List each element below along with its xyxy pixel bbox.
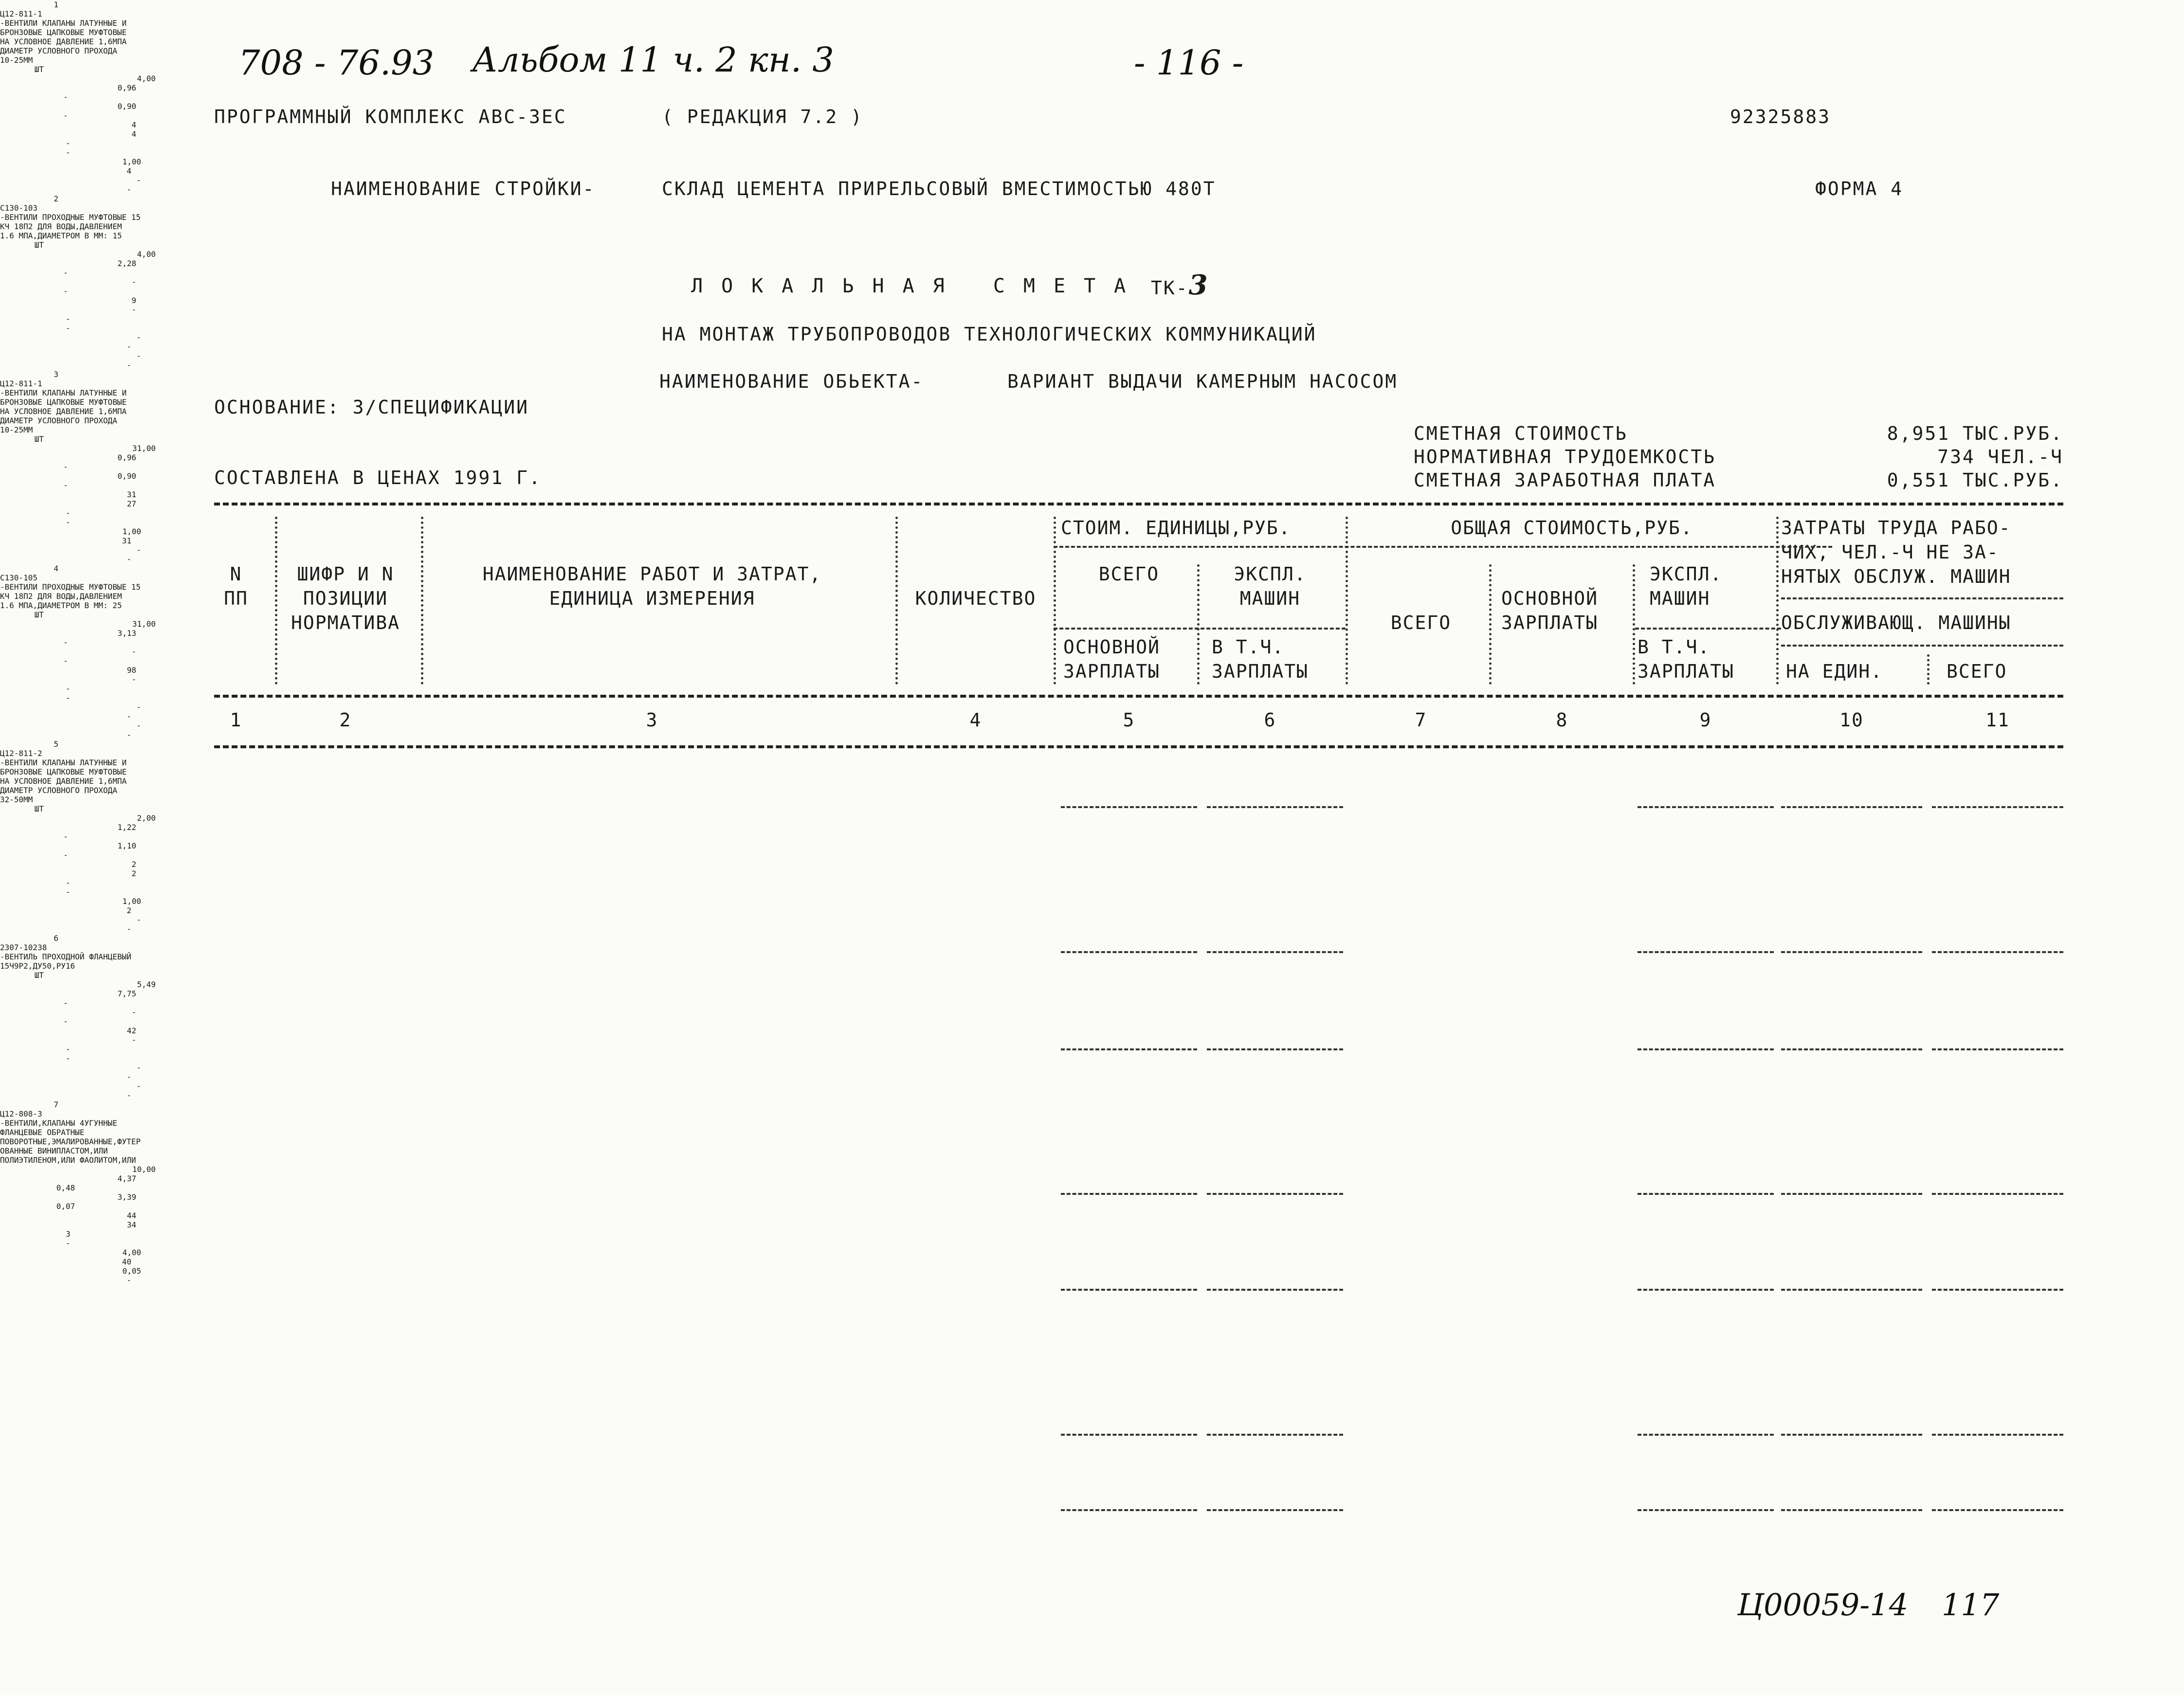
row-name-line: -ВЕНТИЛИ КЛАПАНЫ ЛАТУННЫЕ И <box>0 758 127 767</box>
header-col-number: N ПП <box>224 563 248 609</box>
row-name-line: ФЛАНЦЕВЫЕ ОБРАТНЫЕ <box>0 1128 85 1137</box>
row-rule-labor-total <box>1932 1193 2063 1195</box>
row-rule-labor-total <box>1932 1509 2063 1511</box>
row-labor-total: - <box>127 712 131 721</box>
row-quantity: 2,00 <box>137 813 156 823</box>
row-rule-labor-unit <box>1781 1289 1922 1291</box>
row-name-line: НА УСЛОВНОЕ ДАВЛЕНИЕ 1,6МПА <box>0 776 127 786</box>
row-total-incl-wage: - <box>66 1054 71 1063</box>
summary-values <box>1762 422 2063 492</box>
row-quantity: 4,00 <box>137 74 156 83</box>
summary-wage-label: СМЕТНАЯ ЗАРАБОТНАЯ ПЛАТА <box>1414 469 1716 491</box>
row-name-line: КЧ 18П2 ДЛЯ ВОДЫ,ДАВЛЕНИЕМ <box>0 592 122 601</box>
row-total-wage: - <box>131 1035 136 1045</box>
row-rule-total-machines <box>1638 951 1774 953</box>
row-total-all: 42 <box>127 1026 136 1035</box>
row-quantity: 5,49 <box>137 980 156 989</box>
summary-labels <box>1414 422 1716 492</box>
document-id: 92325883 <box>1730 106 1831 127</box>
row-labor-per-unit: 1,00 <box>122 157 141 166</box>
row-number: 5 <box>54 739 58 749</box>
row-labor-service-total: - <box>127 1091 131 1100</box>
row-labor-service-unit: - <box>136 176 141 185</box>
row-name-line: -ВЕНТИЛИ ПРОХОДНЫЕ МУФТОВЫЕ 15 <box>0 213 141 222</box>
row-labor-service-total: - <box>127 730 131 739</box>
row-rule-total-machines <box>1638 1289 1774 1291</box>
column-number-3: 3 <box>646 709 658 731</box>
row-unit-total: 0,96 <box>117 83 136 92</box>
header-labor: ЗАТРАТЫ ТРУДА РАБО- ЧИХ, ЧЕЛ.-Ч НЕ ЗА- НЯТЫХ ОБСЛУЖ. МАШИН <box>1781 517 2011 587</box>
form-label: ФОРМА 4 <box>1815 178 1904 199</box>
row-total-all: 44 <box>127 1211 136 1220</box>
row-labor-service-unit: - <box>136 545 141 555</box>
summary-wage-value: 0,551 ТЫС.РУБ. <box>1887 469 2063 491</box>
table-row <box>0 739 2184 934</box>
row-labor-per-unit: 4,00 <box>122 1248 141 1257</box>
header-labor-total: ВСЕГО <box>1947 661 2007 682</box>
summary-labor-value: 734 ЧЕЛ.-Ч <box>1937 446 2063 468</box>
row-rule-unit-machines <box>1207 1289 1343 1291</box>
header-unit-cost: СТОИМ. ЕДИНИЦЫ,РУБ. <box>1061 517 1291 539</box>
header-col-quantity: КОЛИЧЕСТВО <box>915 588 1037 609</box>
row-rule-total-machines <box>1638 1048 1774 1050</box>
row-rule-unit-total <box>1061 1509 1197 1511</box>
row-unit-total: 0,96 <box>117 453 136 462</box>
row-unit: ШТ <box>34 65 44 74</box>
row-total-machines: - <box>66 508 71 518</box>
row-total-all: 2 <box>131 860 136 869</box>
row-labor-total: 40 <box>122 1257 131 1266</box>
row-number: 1 <box>54 0 58 9</box>
header-labor-service: ОБСЛУЖИВАЮЩ. МАШИНЫ <box>1781 612 2011 633</box>
row-labor-per-unit: 1,00 <box>122 527 141 536</box>
row-rule-labor-unit <box>1781 1193 1922 1195</box>
column-number-10: 10 <box>1839 709 1864 731</box>
row-labor-total: 2 <box>127 906 131 915</box>
row-labor-service-unit: - <box>136 1082 141 1091</box>
row-total-wage: 27 <box>127 499 136 508</box>
title-code <box>1151 269 1208 301</box>
row-name-line: 10-25ММ <box>0 425 33 434</box>
column-number-4: 4 <box>969 709 982 731</box>
row-rule-labor-total <box>1932 951 2063 953</box>
row-rule-unit-machines <box>1207 1193 1343 1195</box>
row-unit: ШТ <box>34 434 44 444</box>
row-name-line: 1.6 МПА,ДИАМЕТРОМ В ММ: 15 <box>0 231 122 240</box>
row-labor-service-total: - <box>127 361 131 370</box>
row-total-all: 31 <box>127 490 136 499</box>
header-sep-9 <box>1776 517 1780 685</box>
row-name-line: КЧ 18П2 ДЛЯ ВОДЫ,ДАВЛЕНИЕМ <box>0 222 122 231</box>
row-labor-service-unit: 0,05 <box>122 1266 141 1276</box>
row-name-line: 1.6 МПА,ДИАМЕТРОМ В ММ: 25 <box>0 601 122 610</box>
row-name-line: -ВЕНТИЛИ ПРОХОДНЫЕ МУФТОВЫЕ 15 <box>0 582 141 592</box>
row-unit-total: 1,22 <box>117 823 136 832</box>
row-name-line: -ВЕНТИЛИ КЛАПАНЫ ЛАТУННЫЕ И <box>0 388 127 397</box>
row-name-line: ОВАННЫЕ ВИНИПЛАСТОМ,ИЛИ <box>0 1146 108 1155</box>
row-code: Ц12-811-1 <box>0 9 42 18</box>
row-code: Ц12-808-3 <box>0 1109 42 1118</box>
row-unit-wage: 1,10 <box>117 841 136 850</box>
object-value: ВАРИАНТ ВЫДАЧИ КАМЕРНЫМ НАСОСОМ <box>1007 371 1398 392</box>
row-total-incl-wage: - <box>66 148 71 157</box>
row-unit-incl-wage: - <box>63 481 68 490</box>
row-rule-unit-total <box>1061 1434 1197 1436</box>
row-labor-service-total: - <box>127 924 131 934</box>
table-row <box>0 1100 2184 1285</box>
row-number: 2 <box>54 194 58 203</box>
row-rule-labor-unit <box>1781 806 1922 808</box>
header-sep-5 <box>1197 564 1201 685</box>
row-labor-service-unit: - <box>136 915 141 924</box>
row-rule-labor-unit <box>1781 951 1922 953</box>
header-labor-per-unit: НА ЕДИН. <box>1786 661 1883 682</box>
row-name-line: БРОНЗОВЫЕ ЦАПКОВЫЕ МУФТОВЫЕ <box>0 28 127 37</box>
row-rule-unit-total <box>1061 1193 1197 1195</box>
table-row <box>0 934 2184 1100</box>
row-code: Ц12-811-2 <box>0 749 42 758</box>
row-unit-incl-wage: - <box>63 656 68 666</box>
row-unit-total: 2,28 <box>117 259 136 268</box>
row-total-wage: - <box>131 675 136 684</box>
row-total-wage: 34 <box>127 1220 136 1229</box>
row-labor-service-total: - <box>127 1276 131 1285</box>
column-numbers-rule <box>214 745 2063 748</box>
header-sep-1 <box>275 517 278 685</box>
construction-label: НАИМЕНОВАНИЕ СТРОЙКИ- <box>331 178 596 199</box>
row-quantity: 31,00 <box>132 619 156 629</box>
handwritten-album: Альбом 11 ч. 2 кн. 3 <box>472 40 834 80</box>
row-unit: ШТ <box>34 610 44 619</box>
row-labor-total: - <box>127 1072 131 1082</box>
row-rule-unit-machines <box>1207 1434 1343 1436</box>
row-total-all: 9 <box>131 296 136 305</box>
row-unit-wage: 0,90 <box>117 471 136 481</box>
summary-cost-value: 8,951 ТЫС.РУБ. <box>1887 423 2063 444</box>
row-labor-service-unit: - <box>136 351 141 361</box>
row-name-line: 32-50ММ <box>0 795 33 804</box>
row-rule-unit-total <box>1061 806 1197 808</box>
header-unit-total: ВСЕГО <box>1098 563 1160 585</box>
row-rule-labor-total <box>1932 806 2063 808</box>
header-sep-7 <box>1489 564 1492 685</box>
row-total-machines: - <box>66 139 71 148</box>
row-number: 7 <box>54 1100 58 1109</box>
row-name-line: БРОНЗОВЫЕ ЦАПКОВЫЕ МУФТОВЫЕ <box>0 767 127 776</box>
row-name-line: НА УСЛОВНОЕ ДАВЛЕНИЕ 1,6МПА <box>0 407 127 416</box>
title-code-handwritten: 3 <box>1188 269 1208 301</box>
header-sep-8 <box>1633 564 1636 685</box>
row-unit-machines: 0,48 <box>56 1183 75 1192</box>
row-rule-labor-unit <box>1781 1509 1922 1511</box>
header-total-incl-wage: В Т.Ч. ЗАРПЛАТЫ <box>1638 636 1735 682</box>
row-labor-per-unit: - <box>136 1063 141 1072</box>
document-subtitle: НА МОНТАЖ ТРУБОПРОВОДОВ ТЕХНОЛОГИЧЕСКИХ КОММУНИКАЦИЙ <box>662 324 1317 345</box>
row-rule-unit-total <box>1061 1289 1197 1291</box>
row-total-machines: 3 <box>66 1229 71 1239</box>
row-rule-labor-total <box>1932 1434 2063 1436</box>
header-sep-2 <box>421 517 424 685</box>
row-unit-incl-wage: 0,07 <box>56 1202 75 1211</box>
header-bottom-rule <box>214 695 2063 698</box>
header-unit-machines: ЭКСПЛ. МАШИН <box>1234 563 1307 609</box>
row-unit-incl-wage: - <box>63 1017 68 1026</box>
row-unit-machines: - <box>63 998 68 1008</box>
handwritten-page-number: - 116 - <box>1134 43 1244 83</box>
row-name-line: 15Ч9Р2,ДУ50,РУ16 <box>0 961 75 971</box>
row-rule-unit-machines <box>1207 1509 1343 1511</box>
row-name-line: ПОЛИЭТИЛЕНОМ,ИЛИ ФАОЛИТОМ,ИЛИ <box>0 1155 136 1165</box>
header-unit-wage: ОСНОВНОЙ ЗАРПЛАТЫ <box>1063 636 1161 682</box>
header-total-wage: ОСНОВНОЙ ЗАРПЛАТЫ <box>1501 588 1599 633</box>
row-rule-unit-machines <box>1207 1048 1343 1050</box>
row-rule-labor-total <box>1932 1289 2063 1291</box>
title-code-printed: ТК- <box>1151 277 1189 299</box>
row-name-line: -ВЕНТИЛИ КЛАПАНЫ ЛАТУННЫЕ И <box>0 18 127 28</box>
column-number-1: 1 <box>230 709 242 731</box>
header-unit-incl-wage: В Т.Ч. ЗАРПЛАТЫ <box>1212 636 1309 682</box>
header-sep-4 <box>1054 517 1057 685</box>
row-rule-unit-machines <box>1207 806 1343 808</box>
program-name: ПРОГРАММНЫЙ КОМПЛЕКС АВС-3ЕС <box>214 106 567 127</box>
row-labor-total: 4 <box>127 166 131 176</box>
row-total-all: 98 <box>127 666 136 675</box>
column-number-8: 8 <box>1556 709 1568 731</box>
prices-text: СОСТАВЛЕНА В ЦЕНАХ 1991 Г. <box>214 467 542 488</box>
row-labor-service-total: - <box>127 185 131 194</box>
column-number-6: 6 <box>1264 709 1276 731</box>
row-name-line: ДИАМЕТР УСЛОВНОГО ПРОХОДА <box>0 786 117 795</box>
row-code: Ц12-811-1 <box>0 379 42 388</box>
row-rule-unit-total <box>1061 1048 1197 1050</box>
row-total-wage: - <box>131 305 136 314</box>
row-unit-total: 4,37 <box>117 1174 136 1183</box>
header-rule-total-sub <box>1635 628 1781 630</box>
row-unit-total: 3,13 <box>117 629 136 638</box>
summary-cost-label: СМЕТНАЯ СТОИМОСТЬ <box>1414 423 1628 444</box>
row-total-machines: - <box>66 878 71 887</box>
row-unit-machines: - <box>63 832 68 841</box>
row-rule-unit-total <box>1061 951 1197 953</box>
row-quantity: 31,00 <box>132 444 156 453</box>
object-label: НАИМЕНОВАНИЕ ОБЬЕКТА- <box>659 371 924 392</box>
handwritten-stamp-page: 117 <box>1942 1587 2000 1623</box>
row-quantity: 4,00 <box>137 250 156 259</box>
row-number: 4 <box>54 564 58 573</box>
row-name-line: ПОВОРОТНЫЕ,ЭМАЛИРОВАННЫЕ,ФУТЕР <box>0 1137 141 1146</box>
header-rule-unit <box>1054 546 1832 548</box>
row-unit-machines: - <box>63 268 68 277</box>
header-sep-6 <box>1346 517 1349 685</box>
column-number-2: 2 <box>339 709 352 731</box>
row-name-line: ДИАМЕТР УСЛОВНОГО ПРОХОДА <box>0 46 117 55</box>
row-code: С130-105 <box>0 573 38 582</box>
row-code: С130-103 <box>0 203 38 213</box>
document-title: ЛОКАЛЬНАЯ СМЕТА <box>691 275 1145 297</box>
row-labor-per-unit: 1,00 <box>122 897 141 906</box>
row-rule-labor-total <box>1932 1048 2063 1050</box>
column-number-9: 9 <box>1699 709 1712 731</box>
row-name-line: ДИАМЕТР УСЛОВНОГО ПРОХОДА <box>0 416 117 425</box>
row-labor-per-unit: - <box>136 703 141 712</box>
row-name-line: БРОНЗОВЫЕ ЦАПКОВЫЕ МУФТОВЫЕ <box>0 397 127 407</box>
row-name-line: 10-25ММ <box>0 55 33 65</box>
row-total-incl-wage: - <box>66 693 71 703</box>
header-total-cost: ОБЩАЯ СТОИМОСТЬ,РУБ. <box>1451 517 1693 539</box>
header-total-all: ВСЕГО <box>1390 612 1452 633</box>
table-top-rule <box>214 503 2063 505</box>
row-labor-service-unit: - <box>136 721 141 730</box>
row-unit: ШТ <box>34 240 44 250</box>
row-unit: ШТ <box>34 971 44 980</box>
row-rule-labor-unit <box>1781 1048 1922 1050</box>
row-unit-wage: 3,39 <box>117 1192 136 1202</box>
row-unit-wage: 0,90 <box>117 102 136 111</box>
header-col-name: НАИМЕНОВАНИЕ РАБОТ И ЗАТРАТ, ЕДИНИЦА ИЗМЕРЕНИЯ <box>482 563 822 609</box>
basis-text: ОСНОВАНИЕ: 3/СПЕЦИФИКАЦИИ <box>214 397 529 418</box>
row-unit-incl-wage: - <box>63 111 68 120</box>
column-number-7: 7 <box>1415 709 1427 731</box>
row-rule-total-machines <box>1638 806 1774 808</box>
row-unit-incl-wage: - <box>63 287 68 296</box>
header-rule-labor-1 <box>1781 597 2063 599</box>
row-total-incl-wage: - <box>66 1239 71 1248</box>
row-total-machines: - <box>66 684 71 693</box>
row-unit-machines: - <box>63 462 68 471</box>
handwritten-stamp-code: Ц00059-14 <box>1737 1587 1909 1623</box>
row-total-all: 4 <box>131 120 136 129</box>
row-rule-total-machines <box>1638 1509 1774 1511</box>
row-labor-total: 31 <box>122 536 131 545</box>
row-code: 2307-10238 <box>0 943 47 952</box>
column-number-11: 11 <box>1985 709 2010 731</box>
row-rule-total-machines <box>1638 1434 1774 1436</box>
row-unit-total: 7,75 <box>117 989 136 998</box>
row-unit-machines: - <box>63 638 68 647</box>
row-labor-total: - <box>127 342 131 351</box>
construction-value: СКЛАД ЦЕМЕНТА ПРИРЕЛЬСОВЫЙ ВМЕСТИМОСТЬЮ 480Т <box>662 178 1216 199</box>
row-unit-wage: - <box>131 1008 136 1017</box>
row-total-wage: 2 <box>131 869 136 878</box>
row-unit-machines: - <box>63 92 68 102</box>
row-unit-wage: - <box>131 277 136 287</box>
row-total-incl-wage: - <box>66 324 71 333</box>
handwritten-doc-code: 708 - 76.93 <box>238 43 435 83</box>
row-total-machines: - <box>66 314 71 324</box>
row-name-line: НА УСЛОВНОЕ ДАВЛЕНИЕ 1,6МПА <box>0 37 127 46</box>
row-number: 3 <box>54 370 58 379</box>
row-rule-labor-unit <box>1781 1434 1922 1436</box>
row-labor-per-unit: - <box>136 333 141 342</box>
header-col-code: ШИФР И N ПОЗИЦИИ НОРМАТИВА <box>291 563 400 633</box>
header-sep-3 <box>895 517 899 685</box>
row-unit-incl-wage: - <box>63 850 68 860</box>
column-number-5: 5 <box>1123 709 1135 731</box>
row-rule-unit-machines <box>1207 951 1343 953</box>
row-rule-total-machines <box>1638 1193 1774 1195</box>
row-name-line: -ВЕНТИЛЬ ПРОХОДНОЙ ФЛАНЦЕВЫЙ <box>0 952 131 961</box>
row-unit-wage: - <box>131 647 136 656</box>
row-total-machines: - <box>66 1045 71 1054</box>
summary-labor-label: НОРМАТИВНАЯ ТРУДОЕМКОСТЬ <box>1414 446 1716 468</box>
row-unit: ШТ <box>34 804 44 813</box>
row-total-incl-wage: - <box>66 518 71 527</box>
row-total-wage: 4 <box>131 129 136 139</box>
header-rule-labor-2 <box>1781 645 2063 647</box>
header-sep-10 <box>1927 654 1930 685</box>
row-labor-service-total: - <box>127 555 131 564</box>
row-name-line: -ВЕНТИЛИ,КЛАПАНЫ 4УГУННЫЕ <box>0 1118 117 1128</box>
program-edition: ( РЕДАКЦИЯ 7.2 ) <box>662 106 864 127</box>
row-number: 6 <box>54 934 58 943</box>
table-row <box>0 0 2184 194</box>
row-quantity: 10,00 <box>132 1165 156 1174</box>
header-total-machines: ЭКСПЛ. МАШИН <box>1650 563 1723 609</box>
row-total-incl-wage: - <box>66 887 71 897</box>
